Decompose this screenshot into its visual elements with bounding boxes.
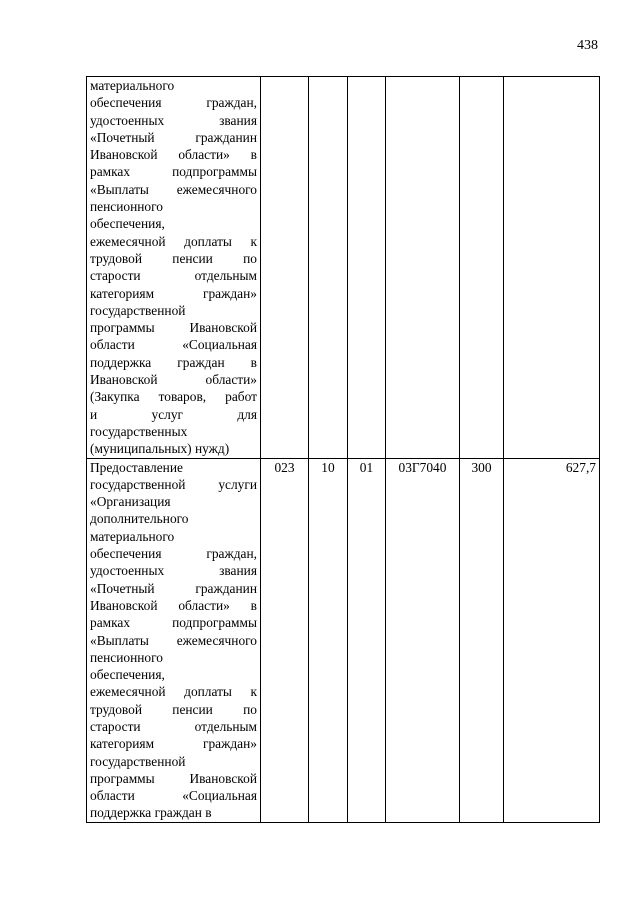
row-2-target-article: 03Г7040 [386, 458, 460, 822]
row-1-amount [504, 77, 600, 459]
row-2-ministry-code: 023 [261, 458, 309, 822]
budget-table [86, 76, 600, 823]
row-1-subsection-code [348, 77, 386, 459]
row-2-section-code: 10 [309, 458, 348, 822]
table-row [87, 77, 600, 459]
row-2-amount: 627,7 [504, 458, 600, 822]
page-number: 438 [577, 38, 598, 53]
row-1-ministry-code [261, 77, 309, 459]
table-row [87, 458, 600, 822]
row-2-expense-type: 300 [460, 458, 504, 822]
row-1-target-article [386, 77, 460, 459]
row-1-section-code [309, 77, 348, 459]
row-1-expense-type [460, 77, 504, 459]
row-1-description: материального обеспечения граждан, удостоенных звания «Почетный гражданин Ивановской области» в рамках подпрограммы «Выплаты ежемесячного пенсионного обеспечения, ежемесячной доплаты к трудовой пенсии по старости отдельным категориям граждан» государственной программы Ивановской области «Социальная поддержка граждан в Ивановской области» (Закупка товаров, работ и услуг для государственных (муниципальных) нужд) [87, 77, 261, 459]
row-2-subsection-code: 01 [348, 458, 386, 822]
row-2-description: Предоставление государственной услуги «Организация дополнительного материального обеспечения граждан, удостоенных звания «Почетный гражданин Ивановской области» в рамках подпрограммы «Выплаты ежемесячного пенсионного обеспечения, ежемесячной доплаты к трудовой пенсии по старости отдельным категориям граждан» государственной программы Ивановской области «Социальная поддержка граждан в [87, 458, 261, 822]
